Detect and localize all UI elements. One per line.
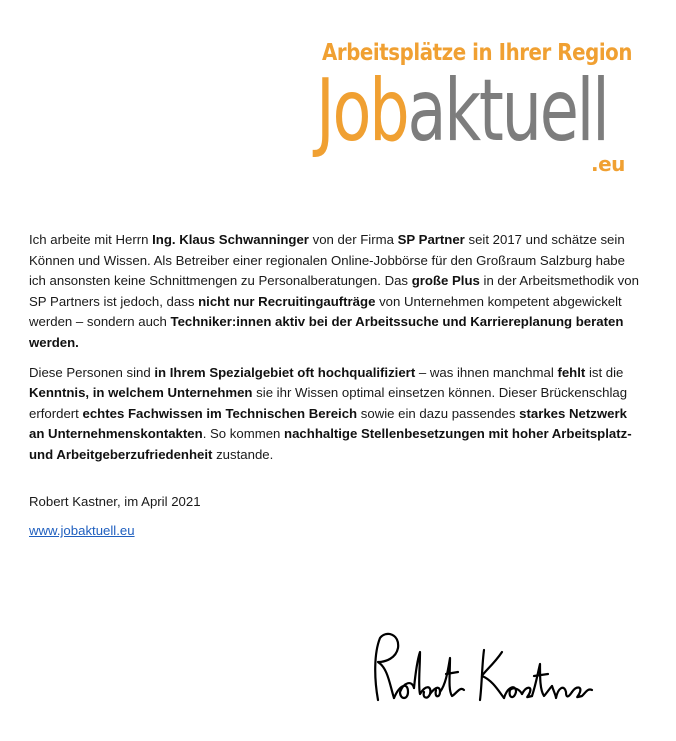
logo-wordmark — [316, 61, 608, 161]
paragraph-2 — [29, 363, 641, 466]
text-run: von Unternehmen kompetent abgewickelt werden – sondern auch — [29, 293, 622, 330]
text-run: sowie ein dazu passendes — [357, 405, 520, 421]
bold-text-run: nicht nur Recruitingaufträge — [198, 293, 376, 309]
bold-text-run: nachhaltige Stellenbesetzungen mit hoher Arbeitsplatz- und Arbeitgeberzufriedenheit — [29, 426, 632, 462]
text-run: – was ihnen manchmal — [415, 364, 558, 380]
text-run: von der Firma — [308, 232, 398, 247]
bold-text-run: Techniker:innen aktiv bei der Arbeitssuche und Karriereplanung beraten werden. — [29, 314, 624, 350]
text-run: seit 2017 und schätze sein Können und Wissen. Als Betreiber einer regionalen Online-Jobbörse für den Großraum Salzburg habe ich ansonsten keine Schnittmengen zu Personalberatungen. Das — [29, 232, 625, 289]
bold-text-run: Kenntnis, in welchem Unternehmen — [29, 385, 253, 401]
letter-body — [29, 230, 641, 551]
bold-text-run: in Ihrem Spezialgebiet oft hochqualifiziert — [154, 364, 416, 380]
text-run: . So kommen — [202, 426, 285, 442]
website-link[interactable]: www.jobaktuell.eu — [29, 523, 135, 539]
logo-wordmark-aktuell: aktuell — [407, 61, 608, 161]
paragraph-1 — [29, 230, 641, 354]
bold-text-run: SP Partner — [397, 232, 465, 247]
text-run: Ich arbeite mit Herrn — [29, 232, 153, 247]
bold-text-run: große Plus — [411, 273, 480, 289]
bold-text-run: fehlt — [557, 364, 586, 380]
jobaktuell-logo — [316, 40, 632, 190]
logo-tagline: Arbeitsplätze in Ihrer Region — [322, 40, 632, 66]
bold-text-run: echtes Fachwissen im Technischen Bereich — [82, 405, 358, 421]
text-run: Diese Personen sind — [29, 364, 155, 380]
text-run: zustande. — [212, 446, 274, 462]
text-run: in der Arbeitsmethodik von SP Partners ist jedoch, dass — [29, 273, 639, 309]
bold-text-run: Ing. Klaus Schwanninger — [152, 232, 309, 247]
logo-wordmark-job: Job — [316, 61, 408, 161]
logo-tld: .eu — [591, 152, 625, 176]
bold-text-run: starkes Netzwerk an Unternehmenskontakten — [29, 405, 627, 442]
handwritten-signature — [360, 628, 600, 718]
text-run: sie ihr Wissen optimal einsetzen können. Dieser Brückenschlag erfordert — [29, 385, 628, 421]
signoff-line: Robert Kastner, im April 2021 — [29, 493, 201, 509]
text-run: ist die — [585, 364, 624, 380]
